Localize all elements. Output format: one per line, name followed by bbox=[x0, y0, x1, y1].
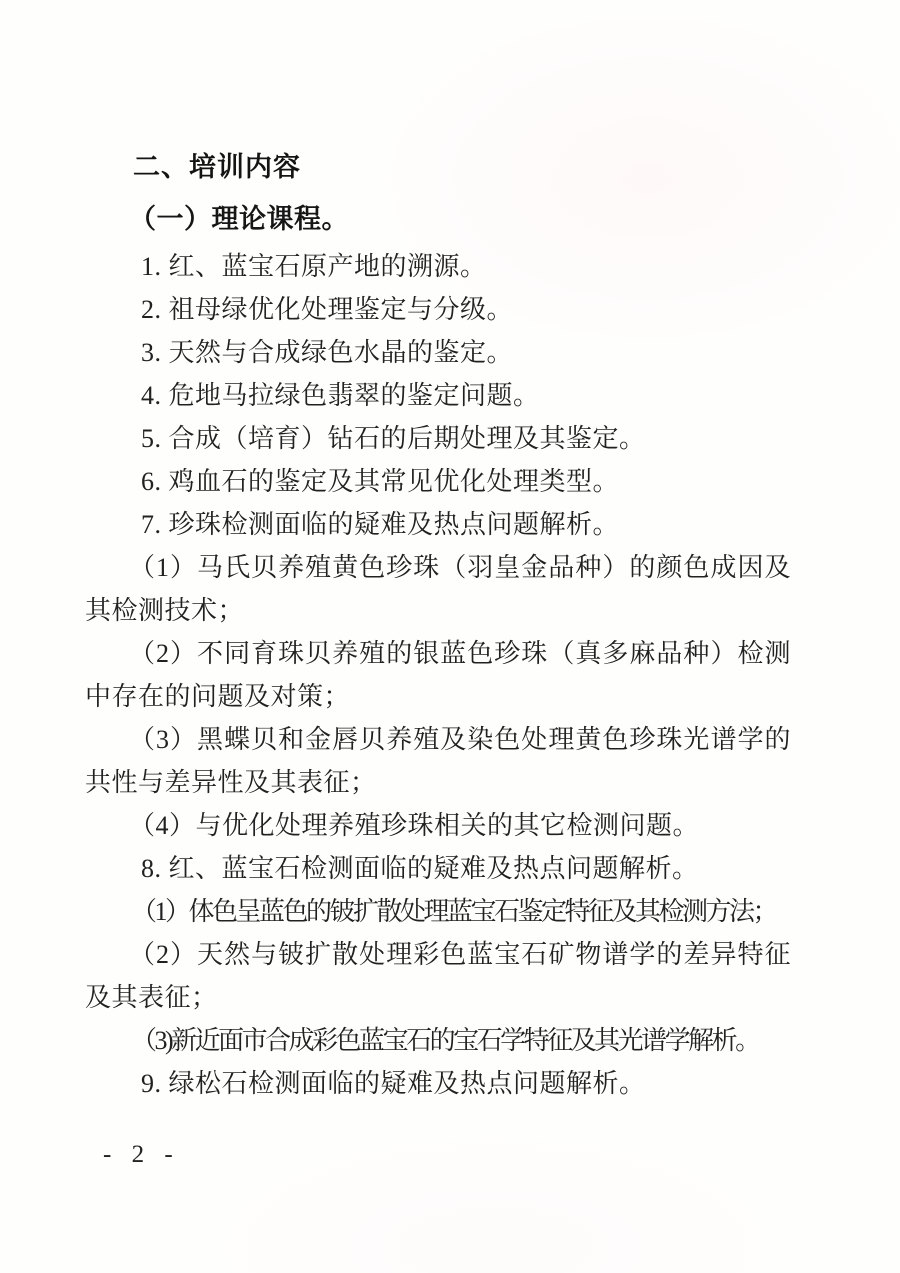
list-item-2: 2. 祖母绿优化处理鉴定与分级。 bbox=[141, 295, 514, 324]
subsection-heading: （一）理论课程。 bbox=[129, 204, 349, 234]
list-item-5: 5. 合成（培育）钻石的后期处理及其鉴定。 bbox=[141, 424, 646, 453]
list-item-9: 9. 绿松石检测面临的疑难及热点问题解析。 bbox=[141, 1069, 646, 1098]
sub-item-7-3: （3）黑蝶贝和金唇贝养殖及染色处理黄色珍珠光谱学的共性与差异性及其表征； bbox=[85, 725, 791, 797]
sub-item-7-1: （1）马氏贝养殖黄色珍珠（羽皇金品种）的颜色成因及其检测技术； bbox=[85, 553, 791, 625]
sub-item-8-2: （2）天然与铍扩散处理彩色蓝宝石矿物谱学的差异特征及其表征； bbox=[85, 940, 791, 1012]
document-body bbox=[85, 146, 791, 1105]
list-item-3: 3. 天然与合成绿色水晶的鉴定。 bbox=[141, 338, 514, 367]
sub-item-7-2: （2）不同育珠贝养殖的银蓝色珍珠（真多麻品种）检测中存在的问题及对策； bbox=[85, 639, 791, 711]
section-heading: 二、培训内容 bbox=[133, 152, 301, 182]
list-item-6: 6. 鸡血石的鉴定及其常见优化处理类型。 bbox=[141, 467, 620, 496]
list-item-4: 4. 危地马拉绿色翡翠的鉴定问题。 bbox=[141, 381, 540, 410]
sub-item-8-3: （3)新近面市合成彩色蓝宝石的宝石学特征及其光谱学解析。 bbox=[131, 1026, 759, 1055]
sub-item-7-4: （4）与优化处理养殖珍珠相关的其它检测问题。 bbox=[129, 811, 700, 840]
list-item-8: 8. 红、蓝宝石检测面临的疑难及热点问题解析。 bbox=[141, 854, 699, 883]
sub-item-8-1: （1）体色呈蓝色的铍扩散处理蓝宝石鉴定特征及其检测方法； bbox=[131, 897, 777, 926]
list-item-1: 1. 红、蓝宝石原产地的溯源。 bbox=[141, 252, 487, 281]
page-number: - 2 - bbox=[103, 1141, 180, 1168]
list-item-7: 7. 珍珠检测面临的疑难及热点问题解析。 bbox=[141, 510, 620, 539]
